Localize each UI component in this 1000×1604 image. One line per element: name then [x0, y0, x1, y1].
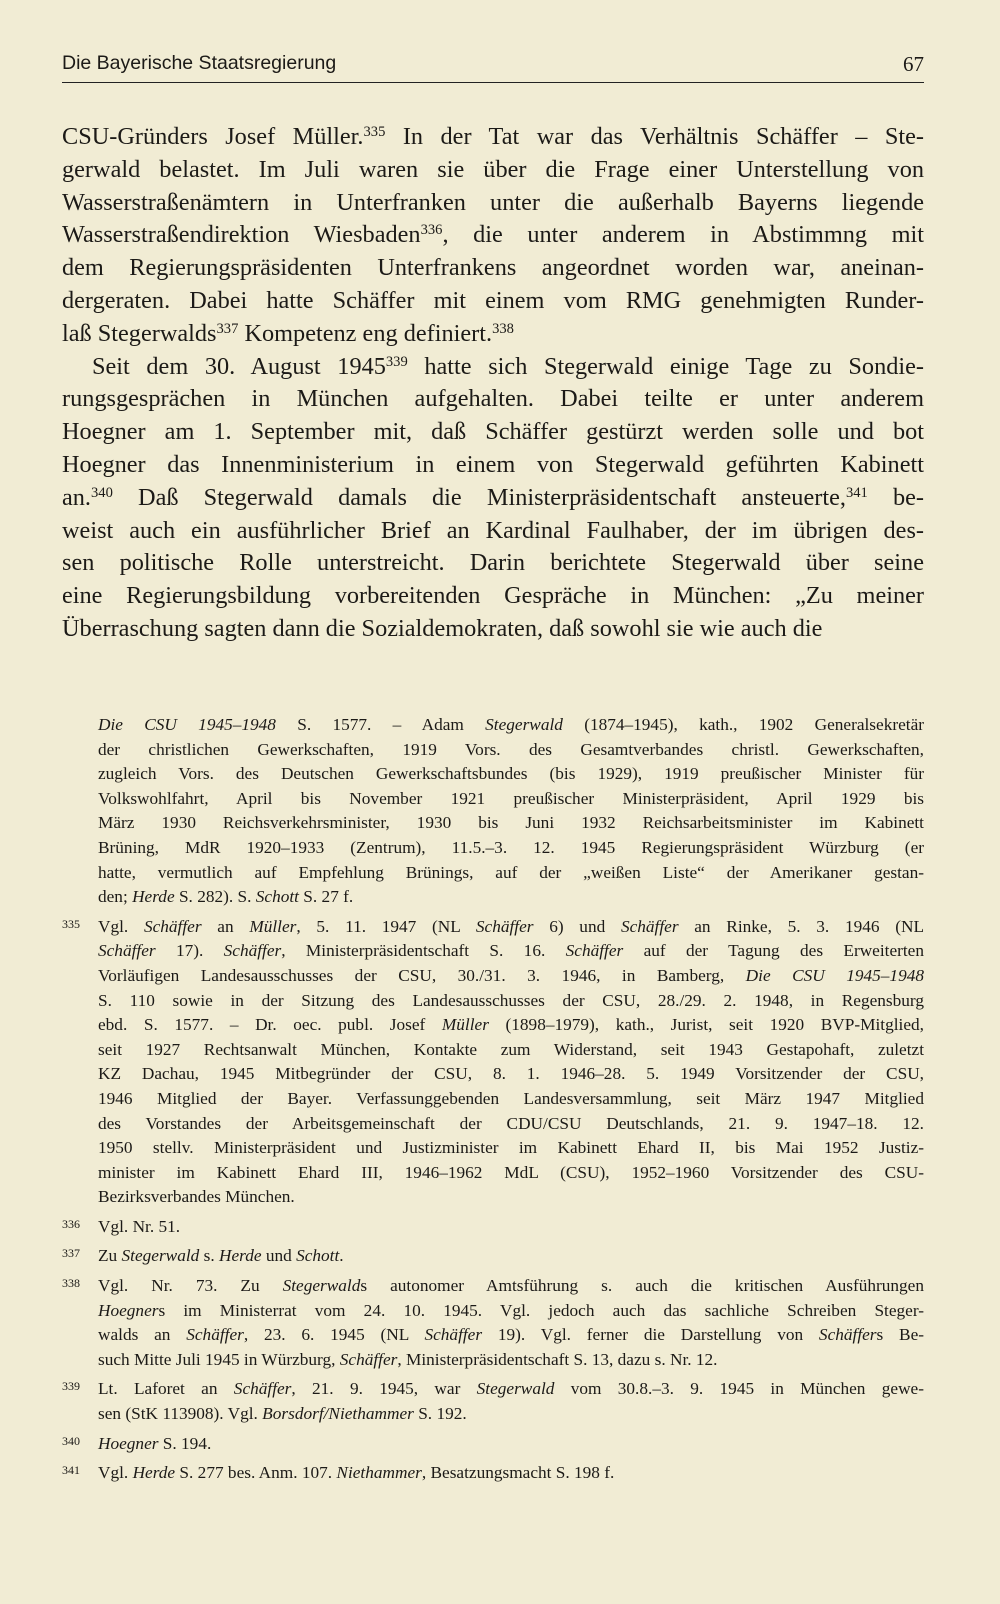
footnote-line: Hoegner S. 194. — [98, 1433, 212, 1453]
footnote-ref: 337 — [216, 320, 239, 337]
footnote — [62, 713, 924, 910]
footnote-line: such Mitte Juli 1945 in Würzburg, Schäffer, Ministerpräsidentschaft S. 13, dazu s. Nr. 12. — [98, 1349, 718, 1369]
footnote-number: 339 — [62, 1379, 80, 1394]
main-text — [62, 121, 924, 646]
text-line — [62, 613, 924, 646]
text-run: gerwald belastet. Im Juli waren sie über die Frage einer Unterstellung von — [62, 155, 924, 183]
footnote-line: walds an Schäffer, 23. 6. 1945 (NL Schäffer 19). Vgl. ferner die Darstellung von Schäffers Be- — [98, 1325, 924, 1345]
footnote-line: Schäffer 17). Schäffer, Ministerpräsidentschaft S. 16. Schäffer auf der Tagung des Erweiterten — [98, 941, 924, 961]
text-line — [62, 252, 924, 285]
footnote-number: 337 — [62, 1246, 80, 1261]
footnote-line: der christlichen Gewerkschaften, 1919 Vors. des Gesamtverbandes christl. Gewerkschaften, — [98, 739, 924, 759]
footnote-ref: 336 — [420, 222, 443, 239]
footnote-line: Bezirksverbandes München. — [98, 1187, 295, 1207]
footnote-ref: 335 — [363, 123, 386, 140]
text-run: Hoegner am 1. September mit, daß Schäffer gestürzt werden solle und bot — [62, 418, 924, 446]
text-line — [62, 219, 924, 252]
footnote-line: KZ Dachau, 1945 Mitbegründer der CSU, 8. 1. 1946–28. 5. 1949 Vorsitzender der CSU, — [98, 1064, 924, 1084]
text-run: rungsgesprächen in München aufgehalten. Dabei teilte er unter anderem — [62, 385, 924, 413]
footnote-line: zugleich Vors. des Deutschen Gewerkschaftsbundes (bis 1929), 1919 preußischer Minister für — [98, 764, 924, 784]
footnote-number: 336 — [62, 1216, 80, 1231]
text-run: Daß Stegerwald damals die Ministerpräsidentschaft ansteuerte, — [112, 483, 846, 511]
text-run: Wasserstraßenämtern in Unterfranken unter die außerhalb Bayerns liegende — [62, 188, 924, 216]
text-run: , die unter anderem in Abstimmng mit — [442, 221, 924, 249]
text-run: In der Tat war das Verhältnis Schäffer – Ste- — [385, 123, 924, 150]
footnote-line: Zu Stegerwald s. Herde und Schott. — [98, 1246, 344, 1266]
footnote — [62, 1377, 924, 1426]
footnote-line: Vorläufigen Landesausschusses der CSU, 30./31. 3. 1946, in Bamberg, Die CSU 1945–1948 — [98, 965, 924, 985]
footnote-number: 341 — [62, 1463, 80, 1478]
footnote-number: 335 — [62, 916, 80, 931]
footnote-number: 340 — [62, 1433, 80, 1448]
text-line — [62, 449, 924, 482]
text-run: an. — [62, 483, 92, 511]
text-run: sen politische Rolle unterstreicht. Darin berichtete Stegerwald über seine — [62, 549, 924, 577]
footnote-line: 1950 stellv. Ministerpräsident und Justizminister im Kabinett Ehard II, bis Mai 1952 Justiz- — [98, 1138, 924, 1158]
footnote — [62, 1432, 924, 1457]
footnote-line: seit 1927 Rechtsanwalt München, Kontakte zum Widerstand, seit 1943 Gestapohaft, zuletzt — [98, 1039, 924, 1059]
footnote-line: 1946 Mitglied der Bayer. Verfassunggebenden Landesversammlung, seit März 1947 Mitglied — [98, 1088, 924, 1108]
text-line — [62, 482, 924, 515]
footnote-line: S. 110 sowie in der Sitzung des Landesausschusses der CSU, 28./29. 2. 1948, in Regensburg — [98, 990, 924, 1010]
text-line — [62, 515, 924, 548]
text-run: Kompetenz eng definiert. — [238, 319, 493, 347]
text-line — [62, 547, 924, 580]
footnote-line: sen (StK 113908). Vgl. Borsdorf/Niethammer S. 192. — [98, 1404, 467, 1424]
footnote — [62, 1244, 924, 1269]
footnote — [62, 1461, 924, 1486]
text-run: eine Regierungsbildung vorbereitenden Gespräche in München: „Zu meiner — [62, 582, 924, 610]
footnote-line: Brüning, MdR 1920–1933 (Zentrum), 11.5.–3. 12. 1945 Regierungspräsident Würzburg (er — [98, 837, 924, 857]
footnote-line: minister im Kabinett Ehard III, 1946–1962 MdL (CSU), 1952–1960 Vorsitzender des CSU- — [98, 1162, 924, 1182]
text-line — [62, 580, 924, 613]
footnote-line: den; Herde S. 282). S. Schott S. 27 f. — [98, 887, 354, 907]
text-run: hatte sich Stegerwald einige Tage zu Sondie- — [407, 352, 924, 380]
page-number: 67 — [903, 52, 924, 76]
footnote — [62, 1274, 924, 1372]
text-line — [62, 285, 924, 318]
text-run: Hoegner das Innenministerium in einem von Stegerwald geführten Kabinett — [62, 450, 924, 478]
text-line — [62, 351, 924, 384]
text-run: be- — [867, 483, 924, 511]
text-line — [62, 318, 924, 351]
text-line — [62, 154, 924, 187]
text-run: Überraschung sagten dann die Sozialdemokraten, daß sowohl sie wie auch die — [62, 614, 823, 642]
footnote-line: Hoegners im Ministerrat vom 24. 10. 1945. Vgl. jedoch auch das sachliche Schreiben Steger- — [98, 1300, 924, 1320]
text-run: dergeraten. Dabei hatte Schäffer mit einem vom RMG genehmigten Runder- — [62, 286, 924, 314]
footnote-ref: 341 — [845, 484, 868, 501]
footnote-line: des Vorstandes der Arbeitsgemeinschaft der CDU/CSU Deutschlands, 21. 9. 1947–18. 12. — [98, 1113, 924, 1133]
running-header — [62, 52, 924, 83]
footnote-number: 338 — [62, 1276, 80, 1291]
text-run: weist auch ein ausführlicher Brief an Kardinal Faulhaber, der im übrigen des- — [62, 516, 924, 544]
footnote-line: hatte, vermutlich auf Empfehlung Brünings, auf der „weißen Liste“ der Amerikaner gestan- — [98, 862, 924, 882]
running-title: Die Bayerische Staatsregierung — [62, 52, 337, 74]
footnote-line: Die CSU 1945–1948 S. 1577. – Adam Stegerwald (1874–1945), kath., 1902 Generalsekretär — [98, 715, 924, 734]
footnote-line: Vgl. Schäffer an Müller, 5. 11. 1947 (NL Schäffer 6) und Schäffer an Rinke, 5. 3. 1946 (NL — [98, 916, 925, 936]
footnote-line: Volkswohlfahrt, April bis November 1921 preußischer Ministerpräsident, April 1929 bis — [98, 788, 924, 808]
text-run: Wasserstraßendirektion Wiesbaden — [62, 221, 421, 249]
text-line — [62, 121, 924, 154]
footnotes — [62, 713, 924, 1491]
book-page — [62, 0, 924, 1604]
footnote-line: Vgl. Nr. 73. Zu Stegerwalds autonomer Amtsführung s. auch die kritischen Ausführungen — [98, 1276, 924, 1296]
text-run: laß Stegerwalds — [62, 319, 217, 347]
footnote-ref: 338 — [492, 320, 514, 337]
footnote-line: Vgl. Nr. 51. — [98, 1216, 181, 1236]
footnote — [62, 1215, 924, 1240]
text-line — [62, 383, 924, 416]
footnote-line: ebd. S. 1577. – Dr. oec. publ. Josef Müller (1898–1979), kath., Jurist, seit 1920 BVP-Mitglied, — [98, 1015, 924, 1035]
text-run: dem Regierungspräsidenten Unterfrankens angeordnet worden war, aneinan- — [62, 254, 924, 282]
footnote-ref: 340 — [91, 484, 113, 501]
footnote-ref: 339 — [385, 353, 408, 370]
footnote-line: Lt. Laforet an Schäffer, 21. 9. 1945, war Stegerwald vom 30.8.–3. 9. 1945 in München gewe- — [98, 1379, 924, 1399]
footnote-line: Vgl. Herde S. 277 bes. Anm. 107. Niethammer, Besatzungsmacht S. 198 f. — [98, 1463, 615, 1483]
footnote-line: März 1930 Reichsverkehrsminister, 1930 bis Juni 1932 Reichsarbeitsminister im Kabinett — [98, 813, 924, 833]
text-line — [62, 416, 924, 449]
text-run: Seit dem 30. August 1945 — [92, 352, 386, 380]
footnote — [62, 915, 924, 1210]
text-run: CSU-Gründers Josef Müller. — [62, 123, 364, 150]
text-line — [62, 187, 924, 220]
